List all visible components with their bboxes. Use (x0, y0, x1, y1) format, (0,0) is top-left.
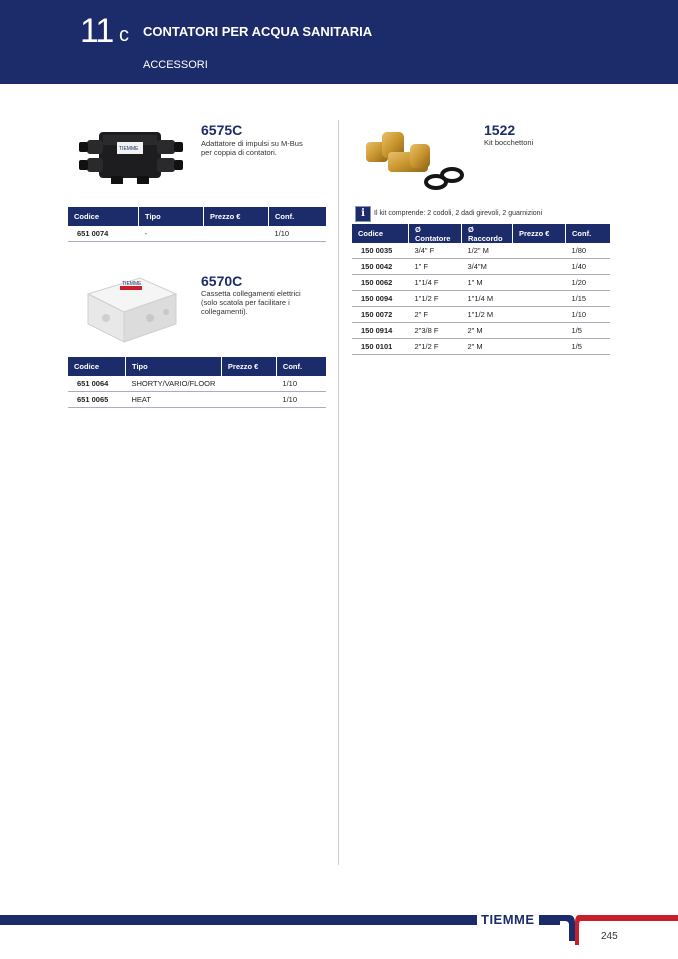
cell-conf: 1/15 (566, 291, 611, 307)
table-header-row (352, 224, 610, 243)
table-row (352, 243, 610, 259)
cell-type: HEAT (126, 392, 222, 408)
product-description (201, 289, 301, 316)
price-table-6575c (68, 207, 326, 242)
cell-meter-size: 2"3/8 F (409, 323, 462, 339)
cell-code: 150 0072 (352, 307, 409, 323)
page-number: 245 (601, 931, 618, 942)
cell-conf: 1/20 (566, 275, 611, 291)
footer-curve-decoration (555, 915, 583, 945)
kit-info: Il kit comprende: 2 codoli, 2 dadi girevoli, 2 guarnizioni (374, 210, 543, 217)
cell-meter-size: 1"1/4 F (409, 275, 462, 291)
cell-conf: 1/10 (269, 226, 327, 242)
column-header: Tipo (139, 207, 204, 226)
table-row (68, 392, 326, 408)
cell-price (513, 339, 566, 355)
price-table-1522 (352, 224, 610, 355)
cell-conf: 1/5 (566, 339, 611, 355)
cell-meter-size: 3/4" F (409, 243, 462, 259)
cell-price (513, 307, 566, 323)
table-header-row (68, 207, 326, 226)
cell-fitting-size: 1" M (462, 275, 513, 291)
section-title: ACCESSORI (143, 59, 208, 71)
product-description-line: collegamenti). (201, 307, 248, 316)
cell-conf: 1/5 (566, 323, 611, 339)
cell-meter-size: 2" F (409, 307, 462, 323)
cell-price (221, 392, 276, 408)
product-image-label: TIEMME (119, 146, 139, 152)
cell-code: 150 0094 (352, 291, 409, 307)
table-header-row (68, 357, 326, 376)
column-header: Ø Contatore (409, 224, 462, 243)
product-image-6570c (80, 272, 180, 347)
product-description-line: per coppia di contatori. (201, 148, 277, 157)
cell-fitting-size: 1/2" M (462, 243, 513, 259)
cell-fitting-size: 2" M (462, 339, 513, 355)
cell-fitting-size: 3/4"M (462, 259, 513, 275)
cell-code: 651 0064 (68, 376, 126, 392)
column-divider (338, 120, 339, 865)
cell-fitting-size: 1"1/4 M (462, 291, 513, 307)
brand-logo: TIEMME (477, 912, 539, 928)
cell-conf: 1/40 (566, 259, 611, 275)
cell-price (513, 275, 566, 291)
cell-meter-size: 1"1/2 F (409, 291, 462, 307)
table-row (352, 259, 610, 275)
table-row (352, 323, 610, 339)
chapter-letter: c (119, 24, 129, 46)
column-header: Codice (352, 224, 409, 243)
cell-price (513, 259, 566, 275)
cell-price (204, 226, 269, 242)
info-icon: i (355, 206, 371, 222)
cell-conf: 1/10 (276, 392, 326, 408)
column-header: Conf. (269, 207, 327, 226)
product-description-line: Kit bocchettoni (484, 138, 534, 147)
cell-conf: 1/80 (566, 243, 611, 259)
table-row (352, 275, 610, 291)
cell-fitting-size: 1"1/2 M (462, 307, 513, 323)
cell-price (221, 376, 276, 392)
product-code: 6575C (201, 122, 243, 138)
chapter-title: CONTATORI PER ACQUA SANITARIA (143, 24, 373, 39)
cell-code: 150 0042 (352, 259, 409, 275)
product-description-line: Adattatore di impulsi su M-Bus (201, 139, 303, 148)
cell-code: 150 0914 (352, 323, 409, 339)
cell-code: 150 0101 (352, 339, 409, 355)
cell-code: 150 0062 (352, 275, 409, 291)
cell-meter-size: 2"1/2 F (409, 339, 462, 355)
table-row (68, 226, 326, 242)
column-header: Tipo (126, 357, 222, 376)
product-image-6575c (77, 120, 187, 195)
cell-price (513, 323, 566, 339)
column-header: Prezzo € (513, 224, 566, 243)
product-image-1522 (360, 122, 470, 194)
column-header: Ø Raccordo (462, 224, 513, 243)
product-code: 1522 (484, 122, 516, 138)
product-code: 6570C (201, 273, 243, 289)
cell-meter-size: 1" F (409, 259, 462, 275)
cell-type: SHORTY/VARIO/FLOOR (126, 376, 222, 392)
footer-accent (580, 915, 678, 921)
table-row (68, 376, 326, 392)
product-description-line: Cassetta collegamenti elettrici (201, 289, 301, 298)
chapter-number: 11 (80, 12, 114, 50)
cell-conf: 1/10 (276, 376, 326, 392)
column-header: Prezzo € (221, 357, 276, 376)
product-image-label: TIEMME (122, 281, 142, 287)
table-row (352, 307, 610, 323)
cell-code: 651 0074 (68, 226, 139, 242)
column-header: Conf. (566, 224, 611, 243)
table-row (352, 291, 610, 307)
table-row (352, 339, 610, 355)
column-header: Codice (68, 207, 139, 226)
cell-type: - (139, 226, 204, 242)
product-description (484, 138, 533, 147)
product-description-line: (solo scatola per facilitare i (201, 298, 290, 307)
cell-price (513, 291, 566, 307)
cell-conf: 1/10 (566, 307, 611, 323)
column-header: Codice (68, 357, 126, 376)
cell-code: 651 0065 (68, 392, 126, 408)
price-table-6570c (68, 357, 326, 408)
footer-bar (0, 915, 560, 925)
page-header (0, 0, 678, 84)
cell-price (513, 243, 566, 259)
column-header: Prezzo € (204, 207, 269, 226)
cell-code: 150 0035 (352, 243, 409, 259)
cell-fitting-size: 2" M (462, 323, 513, 339)
product-description (201, 139, 303, 157)
column-header: Conf. (276, 357, 326, 376)
